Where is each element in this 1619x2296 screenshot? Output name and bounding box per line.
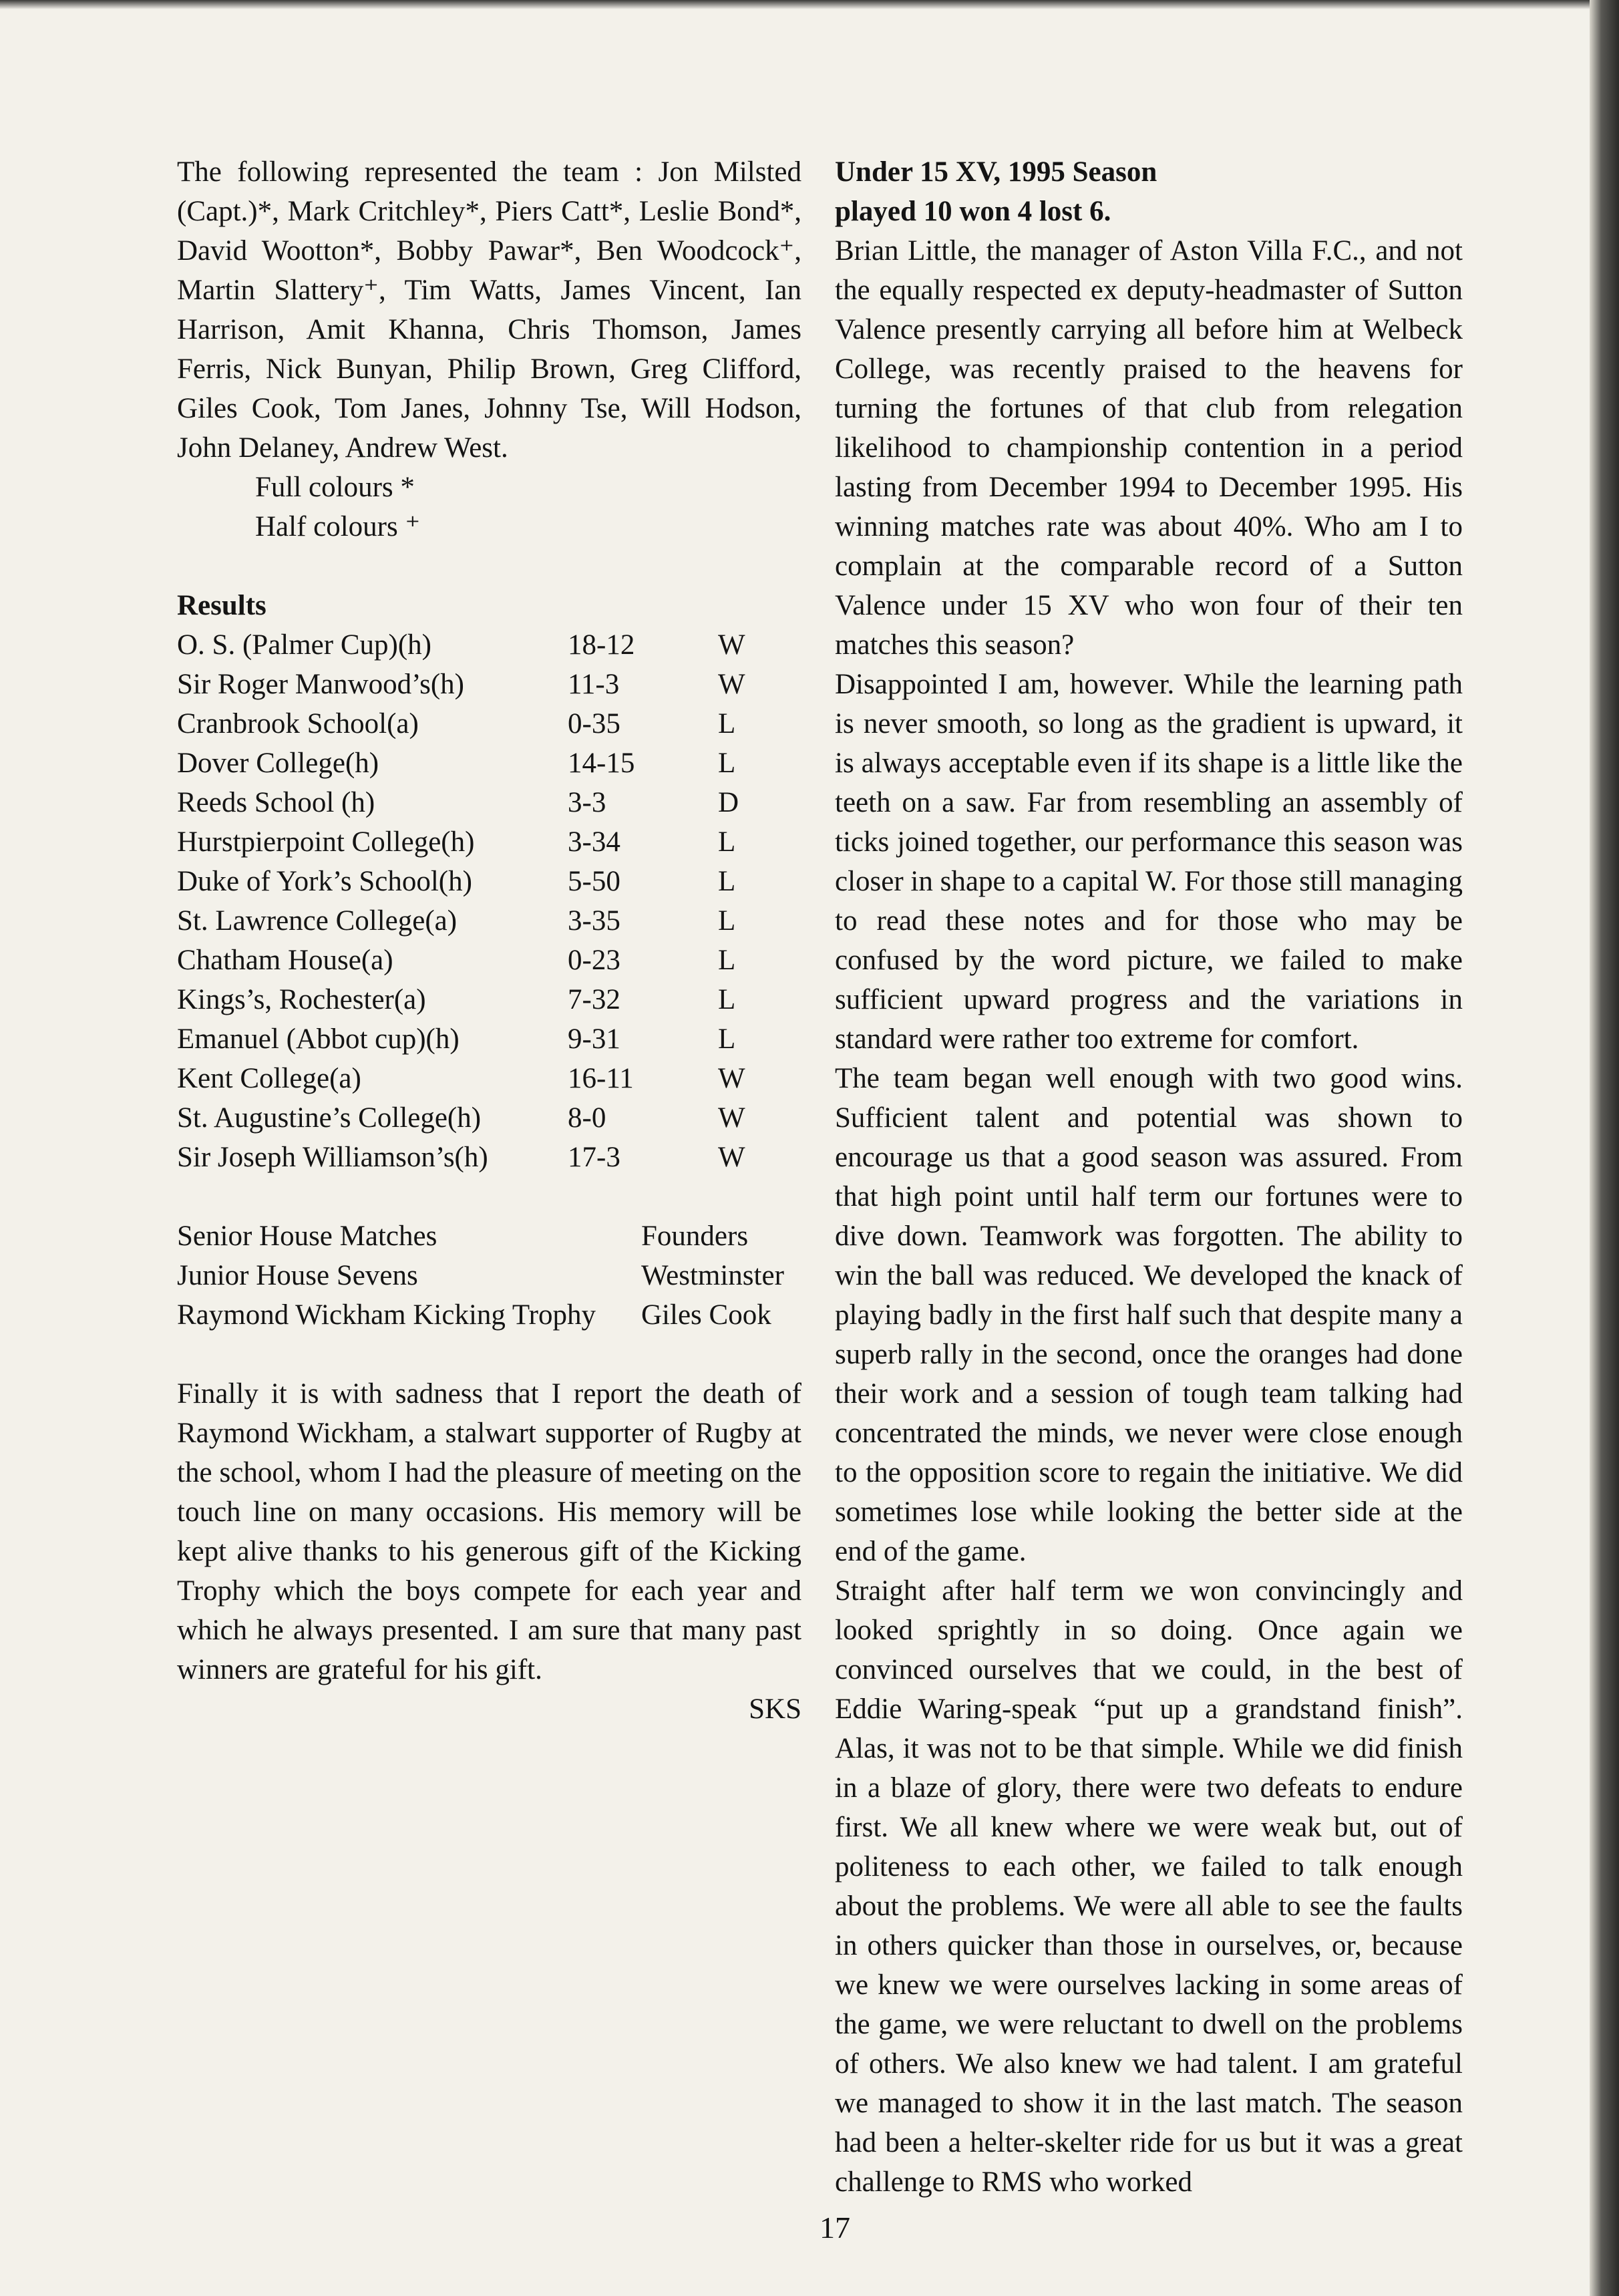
award-winner: Founders	[641, 1220, 749, 1252]
paragraph-4: Straight after half term we won convincingly and looked sprightly in so doing. Once again we convinced ourselves that we could, in the best of Eddie Waring-speak “put up a grandstand finish”. Alas, it was not to be that simple. While we did finish in a blaze of glory, there were two defeats to endure first. We all knew where we were weak but, out of politeness to each other, we failed to talk enough about the problems. We were all able to see the faults in others quicker than those in ourselves, or, because we knew we were ourselves lacking in some areas of the game, we were reluctant to dwell on the problems of others. We also knew we had talent. I am grateful we managed to show it in the last match. The season had been a helter-skelter ride for us but it was a great challenge to RMS who worked	[835, 1575, 1463, 2198]
team-roster: The following represented the team : Jon Milsted (Capt.)*, Mark Critchley*, Piers Catt*, Leslie Bond*, David Wootton*, Bobby Pawar*, Ben Woodcock⁺, Martin Slattery⁺, Tim Watts, James Vincent, Ian Harrison, Amit Khanna, Chris Thomson, James Ferris, Nick Bunyan, Philip Brown, Greg Clifford, Giles Cook, Tom Janes, Johnny Tse, Will Hodson, John Delaney, Andrew West.	[177, 156, 801, 464]
result-team: St. Lawrence College(a)	[177, 905, 458, 937]
signature: SKS	[749, 1693, 801, 1725]
result-team: Duke of York’s School(h)	[177, 866, 472, 897]
results-heading: Results	[177, 590, 266, 621]
result-row	[177, 744, 801, 783]
result-outcome: L	[718, 984, 736, 1015]
page-edge-shadow	[1590, 0, 1619, 2296]
result-row	[177, 783, 801, 822]
result-score: 9-31	[568, 1023, 620, 1055]
result-score: 0-35	[568, 708, 620, 740]
result-outcome: W	[718, 1102, 745, 1134]
award-row	[177, 1256, 801, 1295]
result-score: 8-0	[568, 1102, 606, 1134]
result-team: Kent College(a)	[177, 1063, 361, 1094]
result-team: Dover College(h)	[177, 748, 379, 779]
result-row	[177, 822, 801, 862]
tribute-paragraph: Finally it is with sadness that I report the death of Raymond Wickham, a stalwart supporter of Rugby at the school, whom I had the pleasure of meeting on the touch line on many occasions. His memory will be kept alive thanks to his generous gift of the Kicking Trophy which the boys compete for each year and which he always presented. I am sure that many past winners are grateful for his gift.	[177, 1378, 801, 1685]
result-row	[177, 1138, 801, 1177]
result-outcome: L	[718, 945, 736, 976]
result-outcome: L	[718, 826, 736, 858]
result-score: 5-50	[568, 866, 620, 897]
result-row	[177, 980, 801, 1019]
result-team: O. S. (Palmer Cup)(h)	[177, 629, 431, 661]
results-table	[177, 625, 801, 1177]
result-team: Emanuel (Abbot cup)(h)	[177, 1023, 460, 1055]
result-outcome: D	[718, 787, 739, 818]
article-title-line1: Under 15 XV, 1995 Season	[835, 156, 1157, 188]
result-outcome: W	[718, 1142, 745, 1173]
result-team: St. Augustine’s College(h)	[177, 1102, 482, 1134]
result-outcome: L	[718, 905, 736, 937]
result-row	[177, 1098, 801, 1138]
result-row	[177, 901, 801, 941]
result-score: 17-3	[568, 1142, 620, 1173]
half-colours-key: Half colours ⁺	[255, 511, 421, 542]
page-number: 17	[820, 2210, 850, 2245]
result-outcome: L	[718, 1023, 736, 1055]
paragraph-3: The team began well enough with two good wins. Sufficient talent and potential was shown to encourage us that a good season was assured. From that high point until half term our fortunes were to dive down. Teamwork was forgotten. The ability to win the ball was reduced. We developed the knack of playing badly in the first half such that despite many a superb rally in the second, once the oranges had done their work and a session of tough team talking had concentrated the minds, we never were close enough to the opposition score to regain the initiative. We did sometimes lose while looking the better side at the end of the game.	[835, 1063, 1463, 1567]
spacer	[177, 1335, 801, 1374]
result-outcome: L	[718, 708, 736, 740]
award-winner: Westminster	[641, 1260, 784, 1291]
right-column	[835, 152, 1463, 2202]
paragraph-2: Disappointed I am, however. While the learning path is never smooth, so long as the gradient is upward, it is always acceptable even if its shape is a little like the teeth on a saw. Far from resembling an assembly of ticks joined together, our performance this season was closer in shape to a capital W. For those still managing to read these notes and for those who may be confused by the word picture, we failed to make sufficient upward progress and the variations in standard were rather too extreme for comfort.	[835, 669, 1463, 1055]
result-score: 3-35	[568, 905, 620, 937]
result-outcome: W	[718, 1063, 745, 1094]
result-score: 18-12	[568, 629, 635, 661]
article-title-line2: played 10 won 4 lost 6.	[835, 196, 1111, 227]
award-name: Senior House Matches	[177, 1220, 437, 1252]
result-team: Kings’s, Rochester(a)	[177, 984, 426, 1015]
full-colours-key: Full colours *	[255, 472, 415, 503]
result-team: Sir Roger Manwood’s(h)	[177, 669, 464, 700]
award-name: Raymond Wickham Kicking Trophy	[177, 1299, 596, 1331]
result-outcome: L	[718, 748, 736, 779]
result-outcome: L	[718, 866, 736, 897]
result-score: 3-34	[568, 826, 620, 858]
result-row	[177, 941, 801, 980]
result-row	[177, 1019, 801, 1059]
result-team: Chatham House(a)	[177, 945, 393, 976]
result-row	[177, 625, 801, 665]
result-score: 3-3	[568, 787, 606, 818]
awards-table	[177, 1216, 801, 1335]
result-score: 16-11	[568, 1063, 634, 1094]
result-outcome: W	[718, 629, 745, 661]
result-score: 7-32	[568, 984, 620, 1015]
result-row	[177, 1059, 801, 1098]
result-team: Reeds School (h)	[177, 787, 375, 818]
award-name: Junior House Sevens	[177, 1260, 418, 1291]
result-score: 0-23	[568, 945, 620, 976]
spacer	[177, 1177, 801, 1216]
award-winner: Giles Cook	[641, 1299, 771, 1331]
result-score: 14-15	[568, 748, 635, 779]
result-score: 11-3	[568, 669, 620, 700]
result-row	[177, 665, 801, 704]
left-column	[177, 152, 801, 1729]
paragraph-1: Brian Little, the manager of Aston Villa F.C., and not the equally respected ex deputy-headmaster of Sutton Valence presently carrying all before him at Welbeck College, was recently praised to the heavens for turning the fortunes of that club from relegation likelihood to championship contention in a period lasting from December 1994 to December 1995. His winning matches rate was about 40%. Who am I to complain at the comparable record of a Sutton Valence under 15 XV who won four of their ten matches this season?	[835, 235, 1463, 661]
result-row	[177, 862, 801, 901]
award-row	[177, 1216, 801, 1256]
result-team: Cranbrook School(a)	[177, 708, 419, 740]
result-team: Sir Joseph Williamson’s(h)	[177, 1142, 488, 1173]
result-outcome: W	[718, 669, 745, 700]
result-row	[177, 704, 801, 744]
page-top-shadow	[0, 0, 1619, 9]
award-row	[177, 1295, 801, 1335]
result-team: Hurstpierpoint College(h)	[177, 826, 475, 858]
